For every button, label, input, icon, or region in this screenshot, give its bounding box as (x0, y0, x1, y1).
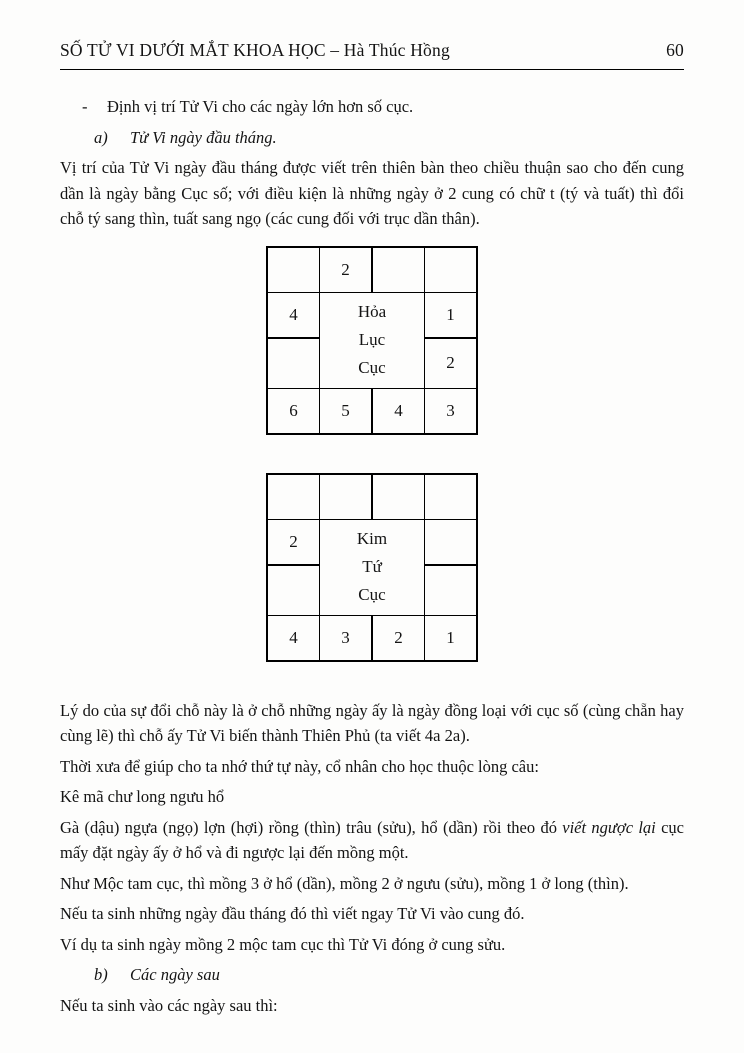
grid-center-label (320, 292, 425, 388)
paragraph-mnemonic-intro: Thời xưa để giúp cho ta nhớ thứ tự này, cổ nhân cho học thuộc lòng câu: (60, 756, 539, 776)
explain-post: cục mấy đặt ngày ấy ở hổ và đi ngược lại đến mồng một. (60, 817, 684, 862)
bullet-item (60, 94, 684, 120)
paragraph-closing: Nếu ta sinh vào các ngày sau thì: (60, 995, 278, 1015)
grid-cell: 1 (425, 292, 478, 338)
grid-cell: 2 (372, 615, 425, 661)
paragraph-intro: Vị trí của Tử Vi ngày đầu tháng được viết trên thiên bàn theo chiều thuận sao cho đến cung dần là ngày bằng Cục số; với điều kiện là những ngày ở 2 cung có chữ t (tý và tuất) thì đổi chỗ tý sang thìn, tuất sang ngọ (các cung đối với trục dần thân). (60, 158, 684, 228)
table-row (267, 292, 477, 338)
table-row (267, 247, 477, 293)
section-b-title: Các ngày sau (130, 965, 220, 984)
page-header (60, 40, 684, 70)
grid-cell: 4 (267, 292, 320, 338)
center-line: Cục (358, 585, 386, 604)
grid-cell (425, 474, 478, 520)
center-line: Tứ (362, 557, 382, 576)
grid-cell: 3 (320, 615, 373, 661)
hoa-luc-cuc-grid (266, 246, 478, 435)
grid-cell: 2 (267, 519, 320, 565)
page-content (60, 94, 684, 1018)
bullet-text: Định vị trí Tử Vi cho các ngày lớn hơn số cục. (107, 97, 414, 116)
grid-cell: 4 (372, 388, 425, 434)
grid-cell (267, 565, 320, 616)
paragraph-explain (60, 815, 684, 866)
grid-cell: 2 (320, 247, 373, 293)
center-line: Cục (358, 358, 386, 377)
grid-cell (425, 519, 478, 565)
kim-tu-cuc-grid (266, 473, 478, 662)
paragraph-reason: Lý do của sự đổi chỗ này là ở chỗ những ngày ấy là ngày đồng loại với cục số (cùng chẵn hay cùng lẽ) thì chỗ ấy Tử Vi biến thành Thiên Phủ (ta viết 4a 2a). (60, 700, 684, 745)
bullet-marker: - (82, 97, 88, 116)
grid-cell: 1 (425, 615, 478, 661)
table-row (267, 519, 477, 565)
section-a-heading (60, 125, 684, 151)
grid-cell (320, 474, 373, 520)
paragraph-example-moc: Như Mộc tam cục, thì mồng 3 ở hổ (dần), mồng 2 ở ngưu (sửu), mồng 1 ở long (thìn). (60, 873, 629, 893)
section-b-label: b) (94, 965, 108, 984)
grid-cell: 3 (425, 388, 478, 434)
paragraph-example-suu: Ví dụ ta sinh ngày mồng 2 mộc tam cục thì Tử Vi đóng ở cung sửu. (60, 934, 506, 954)
grid-cell (425, 565, 478, 616)
grid-cell (372, 474, 425, 520)
center-line: Lục (358, 330, 386, 349)
table-row (267, 388, 477, 434)
section-a-label: a) (94, 127, 108, 147)
center-line: Kim (356, 529, 388, 548)
grid-cell (267, 338, 320, 389)
page-number: 60 (666, 40, 684, 60)
grid-cell: 6 (267, 388, 320, 434)
grid-cell (267, 247, 320, 293)
paragraph-rule-first-days: Nếu ta sinh những ngày đầu tháng đó thì viết ngay Tử Vi vào cung đó. (60, 904, 525, 923)
section-b-heading (60, 962, 684, 988)
paragraph-mnemonic: Kê mã chư long ngưu hổ (60, 787, 225, 806)
table-row (267, 474, 477, 520)
explain-italic: viết ngược lại (562, 817, 656, 837)
section-a-title: Tử Vi ngày đầu tháng. (130, 127, 277, 147)
book-title: SỐ TỬ VI DƯỚI MẮT KHOA HỌC – Hà Thúc Hồng (60, 40, 450, 60)
grid-cell: 4 (267, 615, 320, 661)
grid-cell (372, 247, 425, 293)
grid-cell: 5 (320, 388, 373, 434)
table-row (267, 615, 477, 661)
center-line: Hỏa (357, 302, 387, 321)
grid-cell (267, 474, 320, 520)
grid-cell: 2 (425, 338, 478, 389)
grid-center-label (320, 519, 425, 615)
explain-pre: Gà (dậu) ngựa (ngọ) lợn (hợi) rồng (thìn) trâu (sửu), hổ (dần) rồi theo đó (60, 817, 563, 837)
grid-cell (425, 247, 478, 293)
